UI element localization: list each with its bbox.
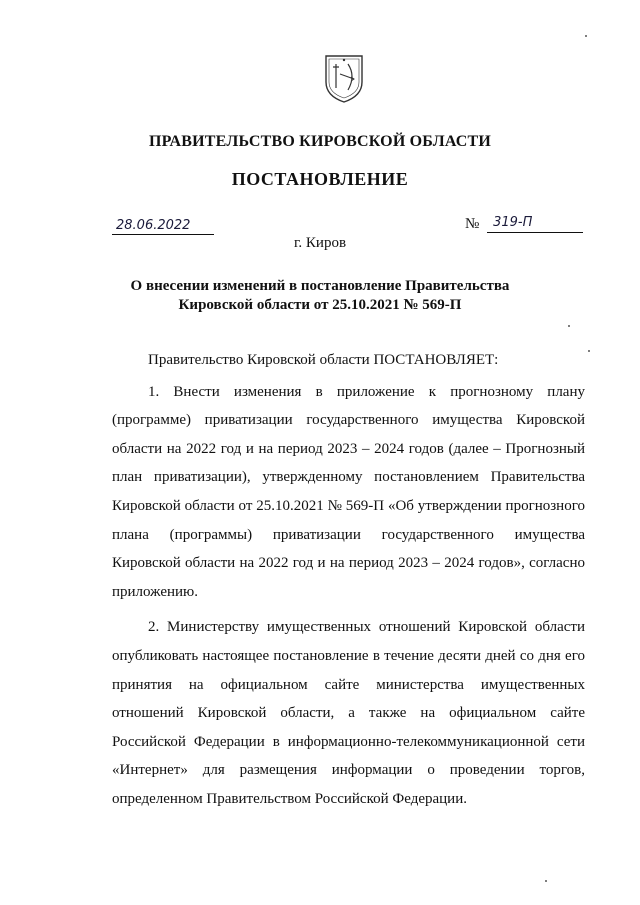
document-date-handwritten: 28.06.2022 (116, 218, 191, 233)
scan-speck (568, 325, 570, 327)
number-sign: № (465, 216, 480, 232)
scan-speck (585, 35, 587, 37)
document-date-field (112, 219, 214, 235)
city-label: г. Киров (293, 235, 347, 251)
document-subject: О внесении изменений в постановление Правительства Кировской области от 25.10.2021 № 569-П (130, 278, 510, 313)
scan-speck (588, 350, 590, 352)
body-paragraph-2: 2. Министерству имущественных отношений Кировской области опубликовать настоящее постановление в течение десяти дней со дня его принятия на официальном сайте министерства имущественных отношений Кировской области, а также на официальном сайте Российской Федерации в информационно-телекоммуникационной сети «Интернет» для размещения информации о проведении торгов, определенном Правительством Российской Федерации. (112, 619, 585, 807)
document-type: ПОСТАНОВЛЕНИЕ (231, 169, 409, 189)
body-intro: Правительство Кировской области ПОСТАНОВЛЯЕТ: (148, 352, 499, 368)
document-number-field (487, 215, 583, 233)
scan-speck (545, 880, 547, 882)
document-number-handwritten: 319-П (493, 215, 533, 230)
document-body (112, 346, 585, 814)
body-paragraph-1: 1. Внести изменения в приложение к прогнозному плану (программе) приватизации государственного имущества Кировской области на 2022 год и на период 2023 – 2024 годов (далее – Прогнозный план приватизации), утвержденному постановлением Правительства Кировской области от 25.10.2021 № 569-П «Об утверждении прогнозного плана (программы) приватизации государственного имущества Кировской области на 2022 год и на период 2023 – 2024 годов», согласно приложению. (112, 383, 585, 600)
government-title: ПРАВИТЕЛЬСТВО КИРОВСКОЙ ОБЛАСТИ (148, 133, 492, 150)
coat-of-arms-icon (322, 52, 366, 104)
document-number (465, 215, 583, 235)
